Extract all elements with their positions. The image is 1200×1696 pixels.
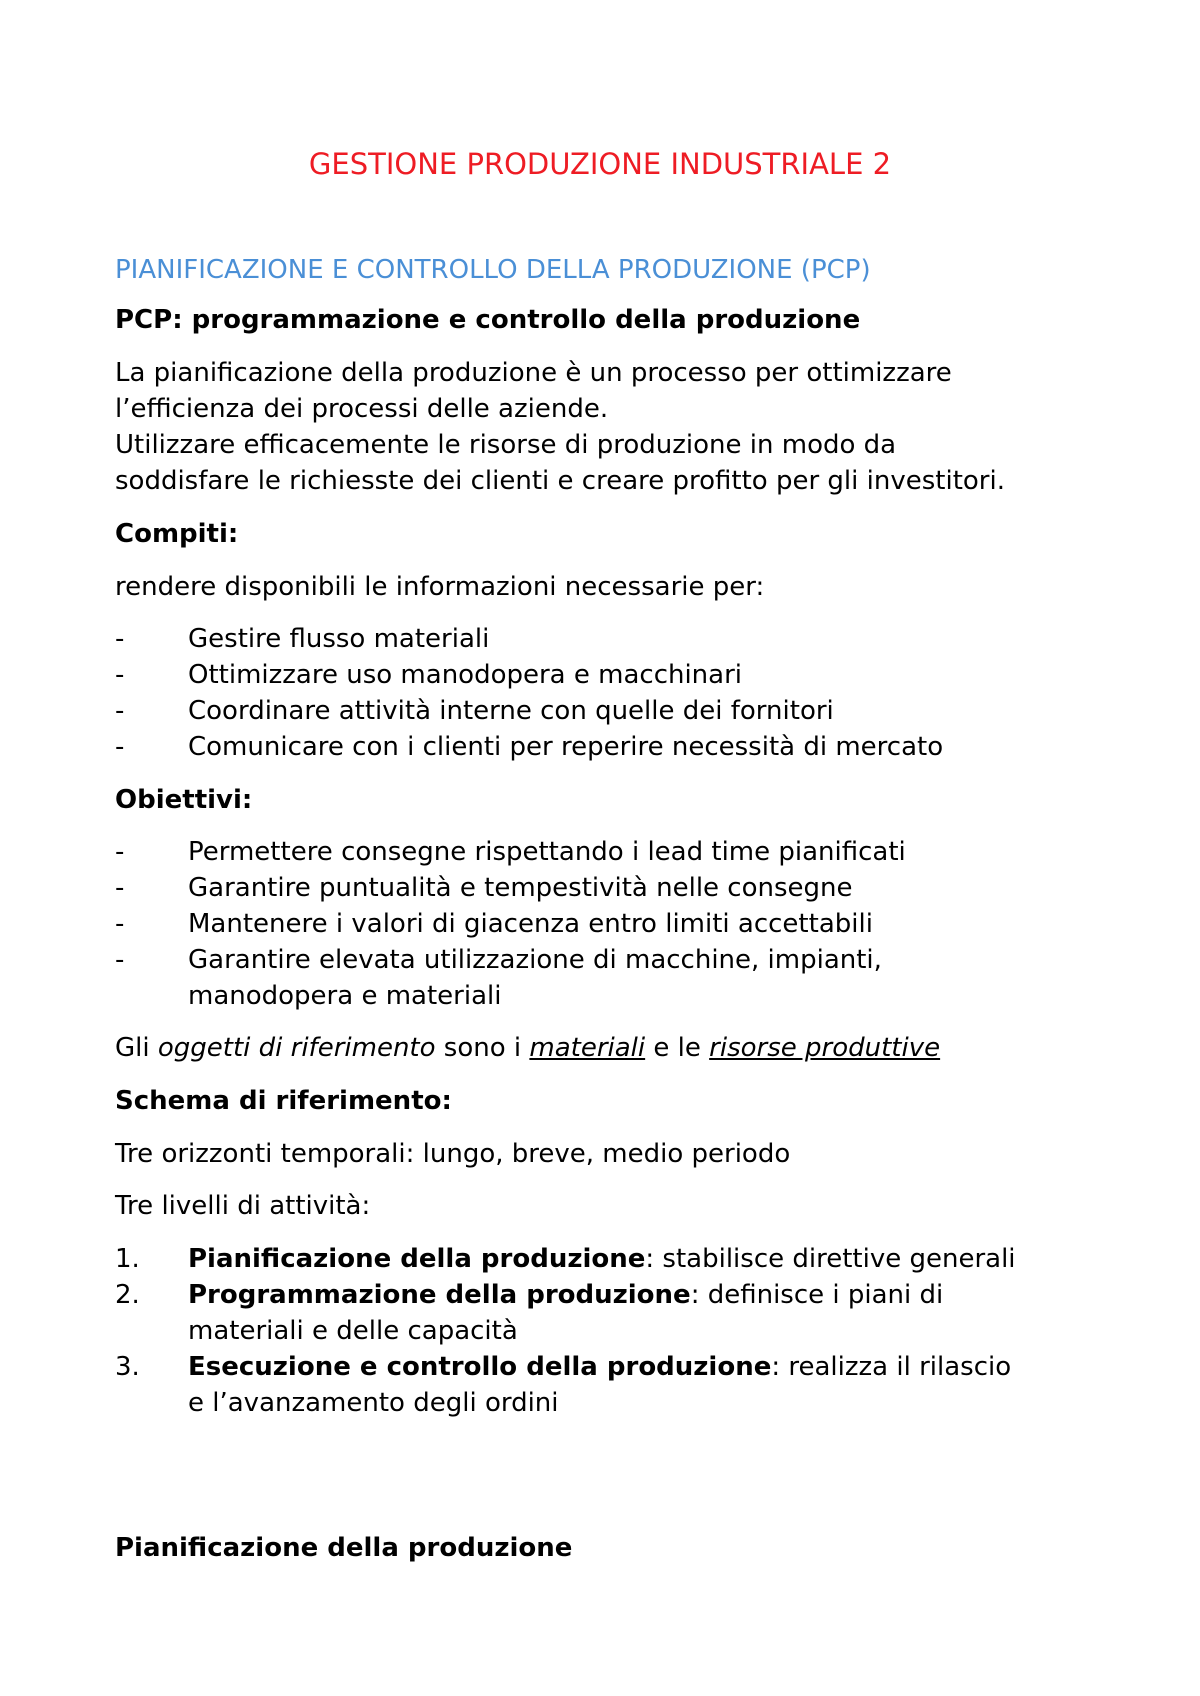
bullet-marker: - (115, 624, 125, 654)
reference-text: e le (645, 1033, 710, 1063)
compiti-item-text: Coordinare attività interne con quelle dei fornitori (188, 696, 834, 726)
schema-item-bold: Esecuzione e controllo della produzione (188, 1352, 772, 1382)
list-number: 3. (115, 1352, 140, 1382)
obiettivi-item (115, 906, 873, 942)
bullet-marker: - (115, 945, 125, 975)
bullet-marker: - (115, 732, 125, 762)
schema-item (115, 1349, 1011, 1385)
list-number: 1. (115, 1244, 140, 1274)
list-number: 2. (115, 1280, 140, 1310)
schema-item (115, 1277, 943, 1313)
schema-orizzonti: Tre orizzonti temporali: lungo, breve, medio periodo (115, 1139, 791, 1169)
compiti-item-text: Comunicare con i clienti per reperire necessità di mercato (188, 732, 944, 762)
schema-item-bold: Pianificazione della produzione (188, 1244, 646, 1274)
schema-item (115, 1241, 1016, 1277)
compiti-lead: rendere disponibili le informazioni necessarie per: (115, 572, 765, 602)
compiti-item-text: Gestire flusso materiali (188, 624, 490, 654)
intro-line-1: La pianificazione della produzione è un processo per ottimizzare (115, 358, 952, 388)
compiti-item (115, 693, 834, 729)
section-heading: PIANIFICAZIONE E CONTROLLO DELLA PRODUZIONE (PCP) (115, 255, 871, 285)
schema-item-rest: : realizza il rilascio (771, 1352, 1012, 1382)
compiti-item-text: Ottimizzare uso manodopera e macchinari (188, 660, 743, 690)
reference-underlined: materiali (529, 1033, 646, 1063)
bullet-marker: - (115, 660, 125, 690)
obiettivi-heading: Obiettivi: (115, 785, 253, 815)
compiti-item (115, 621, 489, 657)
compiti-heading: Compiti: (115, 519, 239, 549)
schema-item-rest: : definisce i piani di (690, 1280, 944, 1310)
document-title: GESTIONE PRODUZIONE INDUSTRIALE 2 (308, 147, 892, 181)
intro-line-2: l’efficienza dei processi delle aziende. (115, 394, 609, 424)
obiettivi-item-text: Garantire puntualità e tempestività nelle consegne (188, 873, 853, 903)
bullet-marker: - (115, 909, 125, 939)
compiti-item (115, 657, 742, 693)
obiettivi-item (115, 942, 882, 978)
schema-livelli: Tre livelli di attività: (115, 1191, 371, 1221)
pcp-definition: PCP: programmazione e controllo della produzione (115, 305, 861, 335)
obiettivi-item (115, 834, 906, 870)
obiettivi-item-continuation: manodopera e materiali (188, 981, 502, 1011)
obiettivi-item-text: Mantenere i valori di giacenza entro limiti accettabili (188, 909, 873, 939)
schema-item-continuation: e l’avanzamento degli ordini (188, 1388, 559, 1418)
intro-line-4: soddisfare le richiesste dei clienti e creare profitto per gli investitori. (115, 466, 1005, 496)
schema-heading: Schema di riferimento: (115, 1086, 452, 1116)
bullet-marker: - (115, 696, 125, 726)
intro-line-3: Utilizzare efficacemente le risorse di produzione in modo da (115, 430, 897, 460)
compiti-item (115, 729, 943, 765)
schema-item-bold: Programmazione della produzione (188, 1280, 691, 1310)
obiettivi-item-text: Garantire elevata utilizzazione di macchine, impianti, (188, 945, 882, 975)
reference-text: sono i (435, 1033, 530, 1063)
obiettivi-item-text: Permettere consegne rispettando i lead time pianificati (188, 837, 906, 867)
reference-sentence (115, 1030, 940, 1066)
reference-italic: oggetti di riferimento (157, 1033, 436, 1063)
schema-item-rest: : stabilisce direttive generali (645, 1244, 1016, 1274)
obiettivi-item (115, 870, 853, 906)
next-section-heading: Pianificazione della produzione (115, 1533, 573, 1563)
bullet-marker: - (115, 873, 125, 903)
bullet-marker: - (115, 837, 125, 867)
reference-text: Gli (115, 1033, 158, 1063)
schema-item-continuation: materiali e delle capacità (188, 1316, 518, 1346)
reference-underlined: risorse produttive (709, 1033, 941, 1063)
